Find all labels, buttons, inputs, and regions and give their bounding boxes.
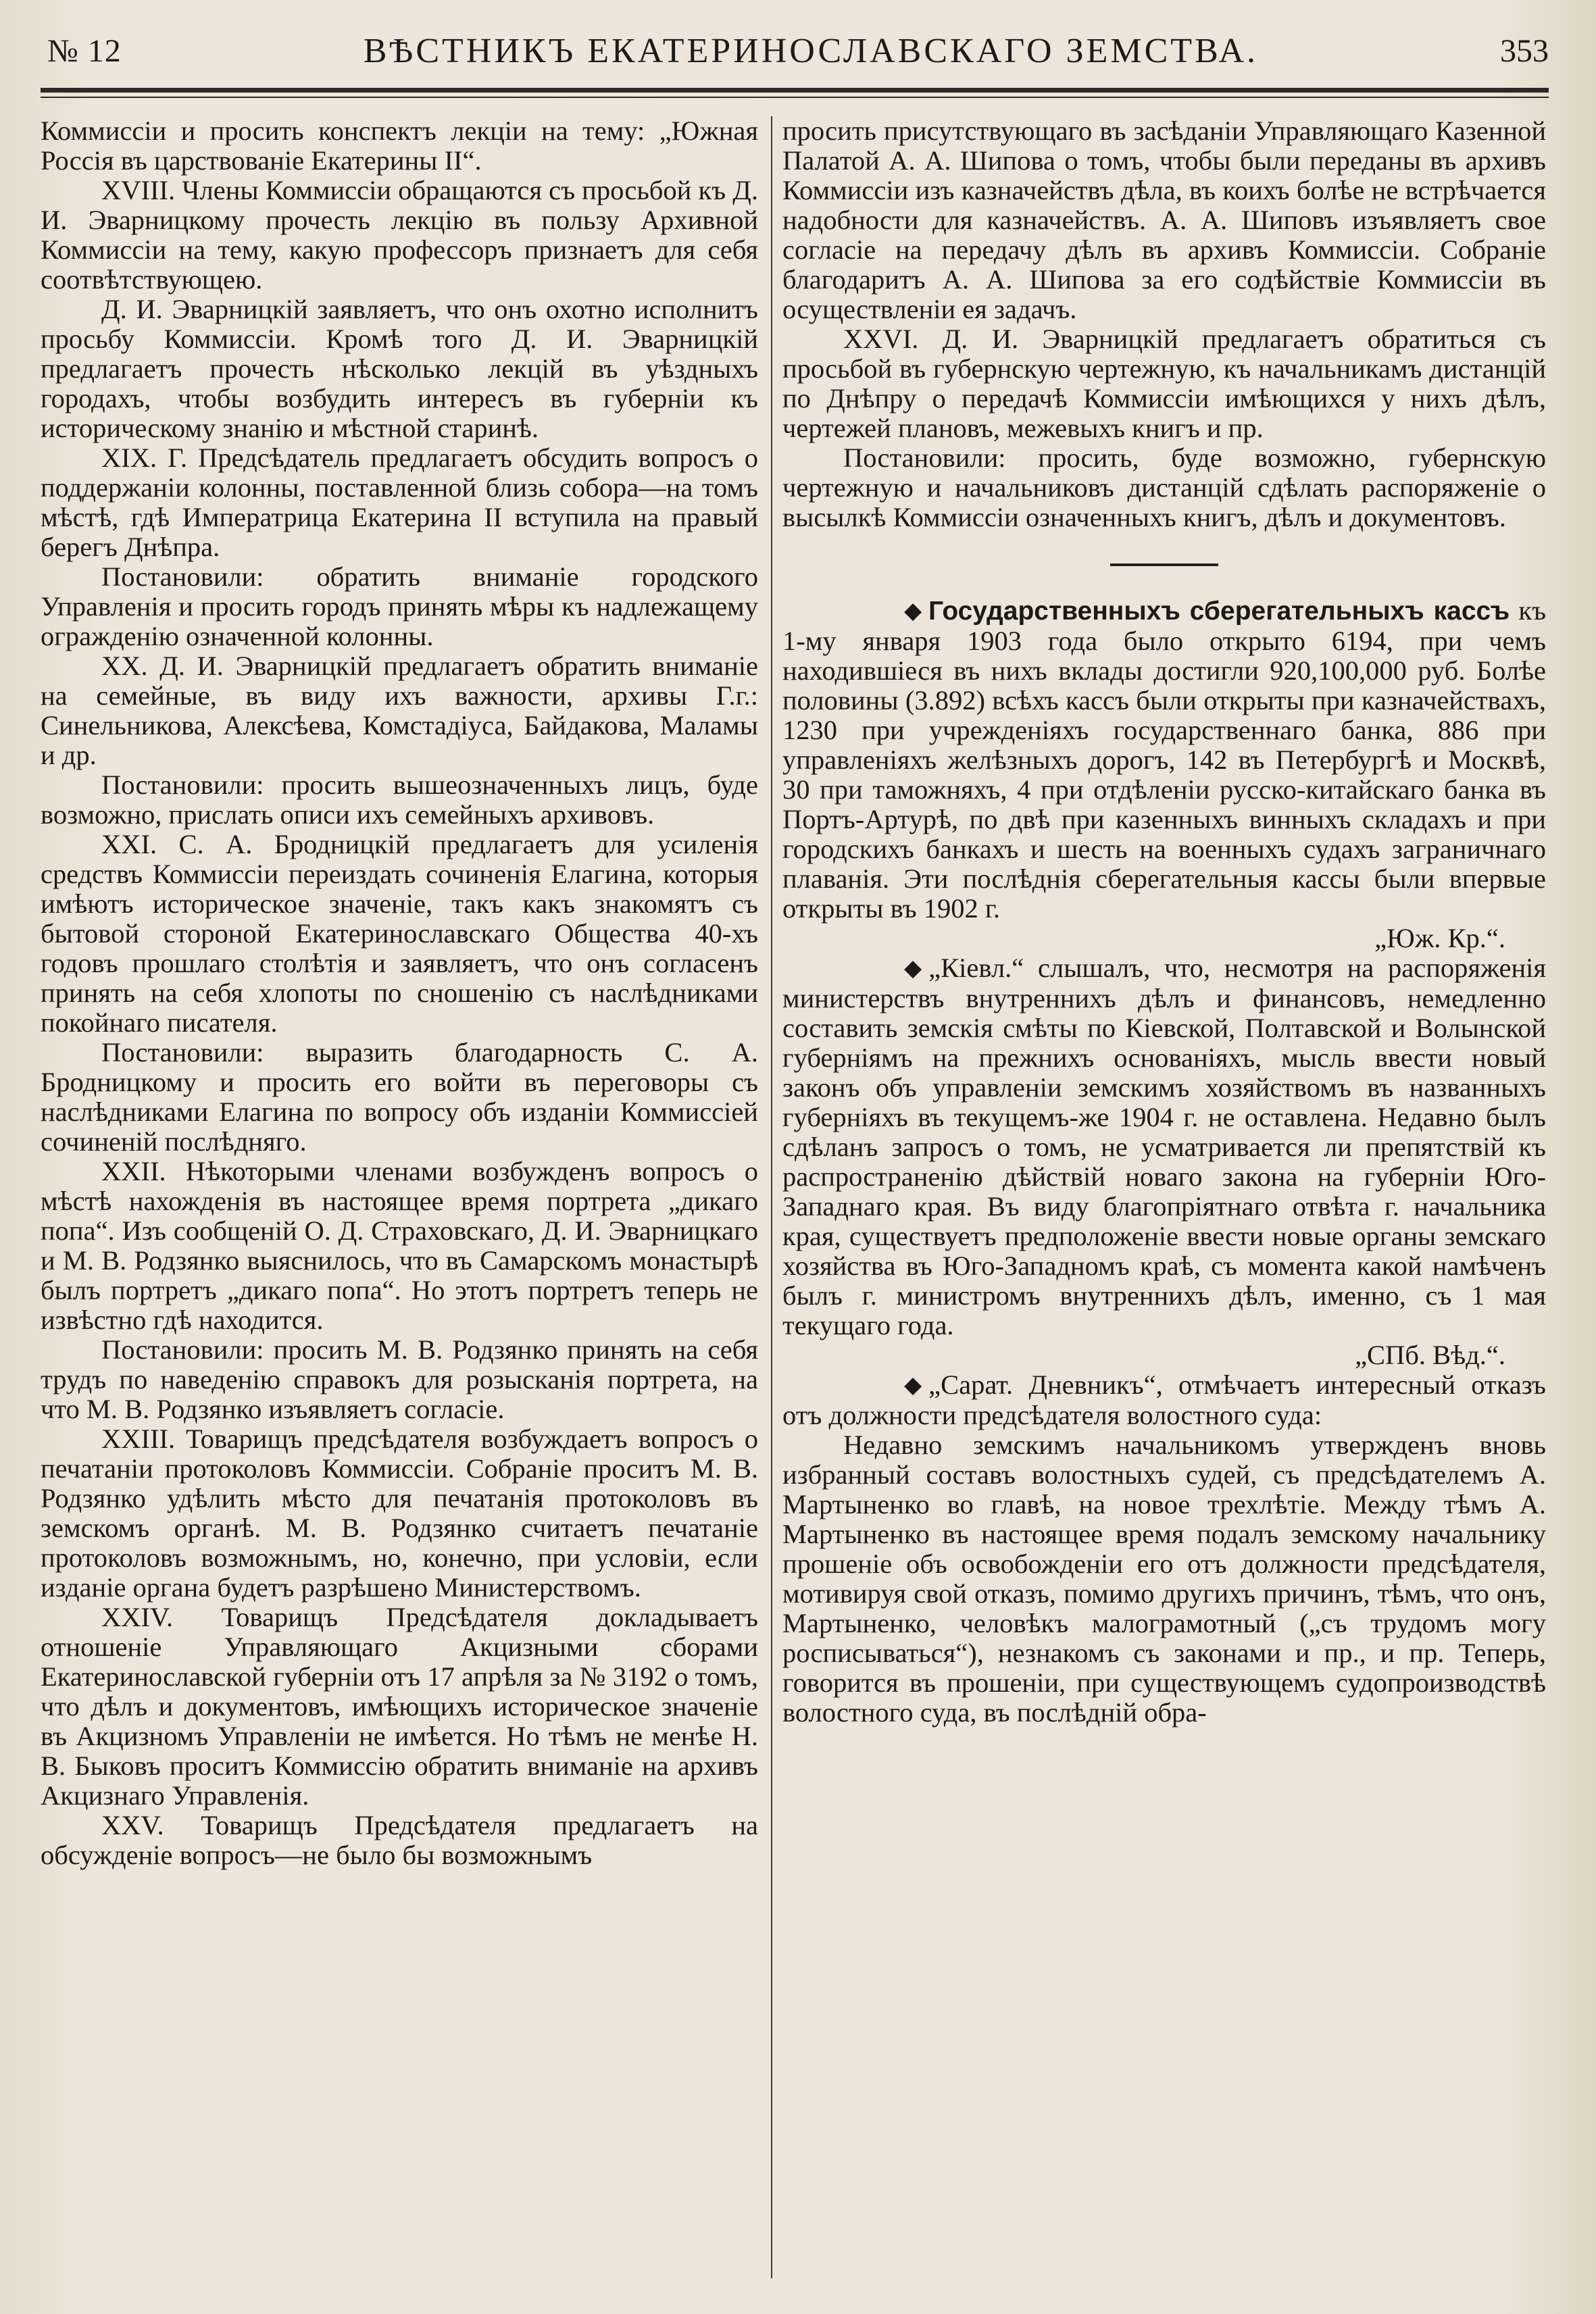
section-separator [1110,563,1218,566]
paragraph: Коммиссіи и просить конспектъ лекціи на тему: „Южная Россія въ царствованіе Екатерины II“. [41,116,758,176]
paragraph: XX. Д. И. Эварницкій предлагаетъ обратить вниманіе на семейные, въ виду ихъ важности, архивы Г.г.: Синельникова, Алексѣева, Комстадіуса, Байдакова, Маламы и др. [41,651,758,770]
paragraph: XVIII. Члены Коммиссіи обращаются съ просьбой къ Д. И. Эварницкому прочесть лекцію въ пользу Архивной Коммиссіи на тему, какую профессоръ признаетъ для себя соотвѣтствующею. [41,175,758,295]
left-column [41,116,758,1870]
header-rule [41,88,1549,98]
paragraph: Недавно земскимъ начальникомъ утвержденъ вновь избранный составъ волостныхъ судей, съ предсѣдателемъ А. Мартыненко во главѣ, на новое трехлѣтіе. Между тѣмъ А. Мартыненко въ настоящее время подалъ земскому начальнику прошеніе объ освобожденіи его отъ должности предсѣдателя, мотивируя свой отказъ, помимо другихъ причинъ, тѣмъ, что онъ, Мартыненко, человѣкъ малограмотный („съ трудомъ могу росписываться“), незнакомъ съ законами и пр., и пр. Теперь, говорится въ прошеніи, при существующемъ судопроизводствѣ волостного суда, въ послѣдній обра- [782,1430,1546,1728]
paragraph: XIX. Г. Предсѣдатель предлагаетъ обсудить вопросъ о поддержаніи колонны, поставленной близь собора—на томъ мѣстѣ, гдѣ Императрица Екатерина II вступила на правый берегъ Днѣпра. [41,443,758,562]
journal-title: ВѢСТНИКЪ ЕКАТЕРИНОСЛАВСКАГО ЗЕМСТВА. [363,31,1259,70]
column-divider [771,116,772,2278]
paragraph: Д. И. Эварницкій заявляетъ, что онъ охотно исполнитъ просьбу Коммиссіи. Кромѣ того Д. И. Эварницкій предлагаетъ прочесть нѣсколько лекцій въ уѣздныхъ городахъ, чтобы возбудить интересъ въ губерніи къ историческому знанію и мѣстной старинѣ. [41,294,758,443]
paragraph: XXI. С. А. Бродницкій предлагаетъ для усиленія средствъ Коммиссіи переиздать сочиненія Елагина, которыя имѣютъ историческое значеніе, такъ какъ знакомятъ съ бытовой стороной Екатеринославскаго Общества 40-хъ годовъ прошлаго столѣтія и заявляетъ, что онъ согласенъ принять на себя хлопоты по сношенію съ наслѣдниками покойнаго писателя. [41,829,758,1038]
paragraph: Постановили: просить вышеозначенныхъ лицъ, буде возможно, прислать описи ихъ семейныхъ архивовъ. [41,770,758,830]
page-number: 353 [1500,32,1549,69]
news-body: „Кіевл.“ слышалъ, что, несмотря на распоряженія министерствъ внутреннихъ дѣлъ и финансовъ, немедленно составить земскія смѣты по Кіевской, Полтавской и Волынской губерніямъ на прежнихъ основаніяхъ, мысль ввести новый законъ объ управленіи земскимъ хозяйствомъ въ названныхъ губерніяхъ въ текущемъ-же 1904 г. не оставлена. Недавно былъ сдѣланъ запросъ о томъ, не усматривается ли препятствій къ распространенію дѣйствій новаго закона на губерніи Юго-Западнаго края. Въ виду благопріятнаго отвѣта г. начальника края, существуетъ предположеніе ввести новые органы земскаго хозяйства въ Юго-Западномъ краѣ, съ момента какой намѣченъ былъ г. министромъ внутреннихъ дѣлъ, именно, съ 1 мая текущаго года. [782,953,1546,1340]
news-item [782,596,1546,924]
ornament-bullet-icon: ◆ [904,956,922,981]
news-headline: Государственныхъ сберегательныхъ кассъ [928,597,1510,626]
paragraph: XXVI. Д. И. Эварницкій предлагаетъ обратиться съ просьбой въ губернскую чертежную, къ начальникамъ дистанцій по Днѣпру о передачѣ Коммиссіи имѣющихся у нихъ дѣлъ, чертежей плановъ, межевыхъ книгъ и пр. [782,324,1546,443]
paragraph: Постановили: просить, буде возможно, губернскую чертежную и начальниковъ дистанцій сдѣлать распоряженіе о высылкѣ Коммиссіи означенныхъ книгъ, дѣлъ и документовъ. [782,443,1546,532]
ornament-bullet-icon: ◆ [904,599,922,624]
paragraph: XXIII. Товарищъ предсѣдателя возбуждаетъ вопросъ о печатаніи протоколовъ Коммиссіи. Собраніе проситъ М. В. Родзянко удѣлить мѣсто для печатанія протоколовъ въ земскомъ органѣ. М. В. Родзянко считаетъ печатаніе протоколовъ возможнымъ, но, конечно, при условіи, если изданіе органа будетъ разрѣшено Министерствомъ. [41,1424,758,1603]
news-body: къ 1-му января 1903 года было открыто 6194, при чемъ находившіеся въ нихъ вклады достигли 920,100,000 руб. Болѣе половины (3.892) всѣхъ кассъ были открыты при казначействахъ, 1230 при учрежденіяхъ государственнаго банка, 886 при управленіяхъ желѣзныхъ дорогъ, 142 въ Петербургѣ и Москвѣ, 30 при таможняхъ, 4 при отдѣленіи русско-китайскаго банка въ Портъ-Артурѣ, по двѣ при казенныхъ винныхъ складахъ и при городскихъ банкахъ и шесть на военныхъ судахъ заграничнаго плаванія. Эти послѣднія сберегательныя кассы были впервые открыты въ 1902 г. [782,595,1547,924]
paragraph: просить присутствующаго въ засѣданіи Управляющаго Казенной Палатой А. А. Шипова о томъ, чтобы были переданы въ архивъ Коммиссіи изъ казначействъ дѣла, въ коихъ болѣе не встрѣчается надобности для казначействъ. А. А. Шиповъ изъявляетъ свое согласіе на передачу дѣлъ въ архивъ Коммиссіи. Собраніе благодаритъ А. А. Шипова за его содѣйствіе Коммиссіи въ осуществленіи ея задачъ. [782,116,1546,324]
paragraph: Постановили: обратить вниманіе городского Управленія и просить городъ принять мѣры къ надлежащему огражденію означенной колонны. [41,561,758,651]
paragraph: XXII. Нѣкоторыми членами возбужденъ вопросъ о мѣстѣ нахожденія въ настоящее время портрета „дикаго попа“. Изъ сообщеній О. Д. Страховскаго, Д. И. Эварницкаго и М. В. Родзянко выяснилось, что въ Самарскомъ монастырѣ былъ портретъ „дикаго попа“. Но этотъ портретъ теперь не извѣстно гдѣ находится. [41,1156,758,1335]
paragraph: XXIV. Товарищъ Предсѣдателя докладываетъ отношеніе Управляющаго Акцизными сборами Екатеринославской губерніи отъ 17 апрѣля за № 3192 о томъ, что дѣлъ и документовъ, имѣющихъ историческое значеніе въ Акцизномъ Управленіи не имѣется. Но тѣмъ не менѣе Н. В. Быковъ проситъ Коммиссію обратить вниманіе на архивъ Акцизнаго Управленія. [41,1602,758,1811]
right-column [782,116,1546,1728]
paragraph: XXV. Товарищъ Предсѣдателя предлагаетъ на обсужденіе вопросъ—не было бы возможнымъ [41,1810,758,1870]
paragraph: Постановили: выразить благодарность С. А. Бродницкому и просить его войти въ переговоры съ наслѣдниками Елагина по вопросу объ изданіи Коммиссіей сочиненій послѣдняго. [41,1037,758,1157]
news-body: „Сарат. Дневникъ“, отмѣчаетъ интересный отказъ отъ должности предсѣдателя волостного суда: [782,1369,1546,1430]
news-source: „Юж. Кр.“. [1374,923,1505,953]
news-source: „СПб. Вѣд.“. [1355,1340,1505,1370]
issue-number: № 12 [47,32,122,69]
news-item [782,1370,1546,1430]
page-header [47,20,1549,81]
ornament-bullet-icon: ◆ [904,1373,922,1398]
paragraph: Постановили: просить М. В. Родзянко принять на себя трудъ по наведенію справокъ для розысканія портрета, на что М. В. Родзянко изъявляетъ согласіе. [41,1334,758,1424]
news-item [782,953,1546,1340]
